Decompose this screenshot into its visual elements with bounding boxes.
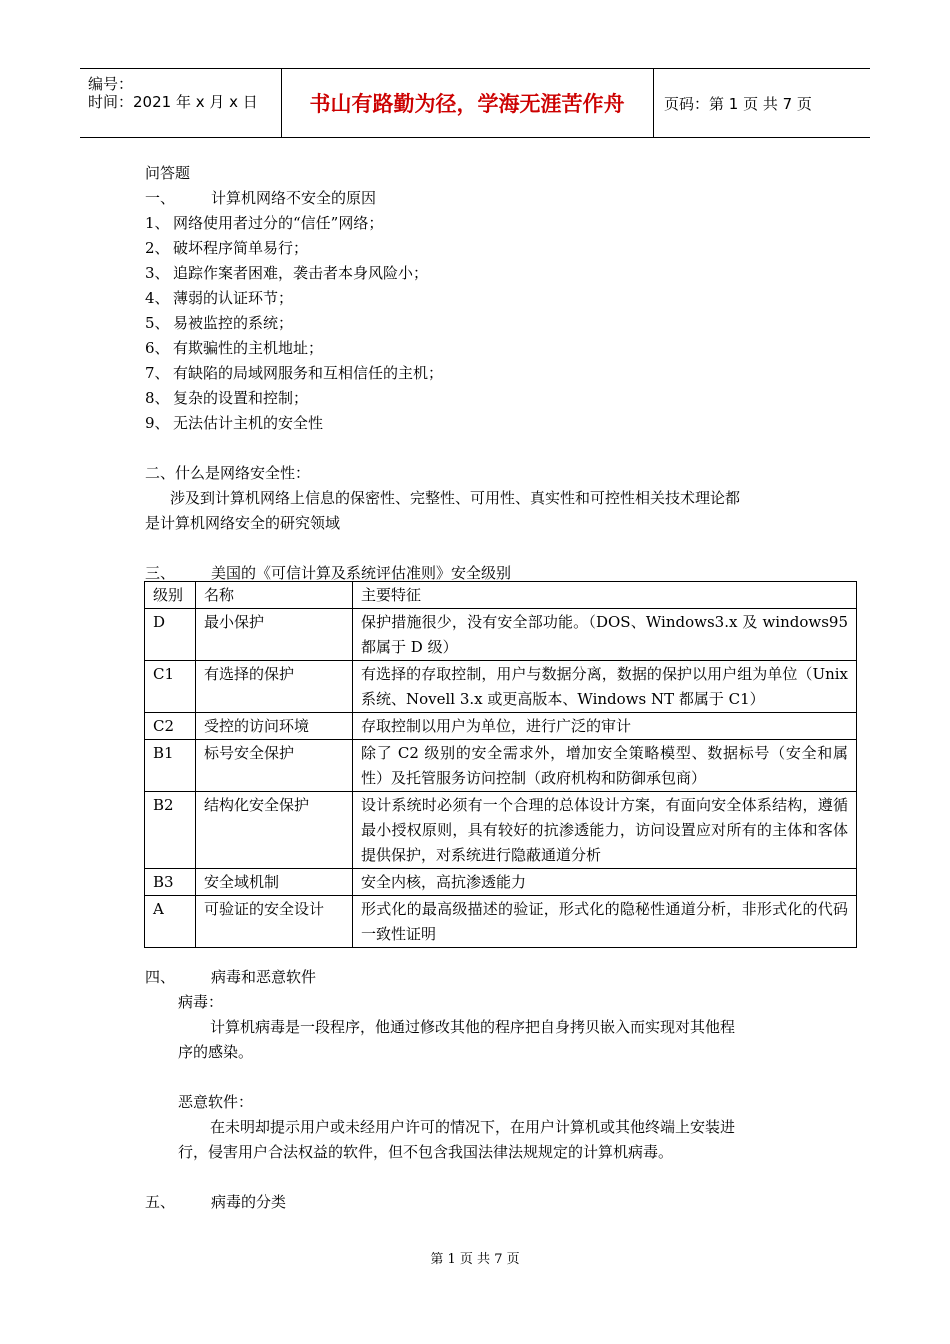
list-number: 5、 <box>145 314 170 332</box>
section-title: 计算机网络不安全的原因 <box>211 189 377 207</box>
cell-level: B2 <box>145 792 196 869</box>
list-item <box>145 362 443 383</box>
list-text: 追踪作案者困难，袭击者本身风险小； <box>173 264 429 282</box>
column-header-name: 名称 <box>196 582 353 609</box>
section-title: 病毒和恶意软件 <box>211 968 317 986</box>
list-number: 6、 <box>145 339 170 357</box>
section-1-heading <box>145 187 376 208</box>
list-number: 8、 <box>145 389 170 407</box>
section-number: 一、 <box>145 189 176 207</box>
cell-name: 受控的访问环境 <box>196 713 353 740</box>
list-item <box>145 262 428 283</box>
cell-name: 可验证的安全设计 <box>196 896 353 948</box>
malware-label: 恶意软件： <box>178 1093 254 1111</box>
section-title: 美国的《可信计算及系统评估准则》安全级别 <box>211 564 512 582</box>
section-4-heading <box>145 966 316 987</box>
virus-label: 病毒： <box>178 993 224 1011</box>
cell-level: B3 <box>145 869 196 896</box>
cell-feature: 除了 C2 级别的安全需求外，增加安全策略模型、数据标号（安全和属性）及托管服务访问控制（政府机构和防御承包商） <box>353 740 857 792</box>
section-2-body-line: 涉及到计算机网络上信息的保密性、完整性、可用性、真实性和可控性相关技术理论都 <box>170 489 741 507</box>
list-item <box>145 312 293 333</box>
table-row <box>145 740 857 792</box>
section-number: 五、 <box>145 1193 176 1211</box>
column-header-feature: 主要特征 <box>353 582 857 609</box>
cell-feature: 保护措施很少，没有安全部功能。（DOS、Windows3.x 及 windows95 都属于 D 级） <box>353 609 857 661</box>
list-number: 3、 <box>145 264 170 282</box>
section-3-heading <box>145 562 511 583</box>
table-header-row <box>145 582 857 609</box>
header-page-info: 页码：第 1 页 共 7 页 <box>664 94 812 113</box>
cell-feature: 安全内核，高抗渗透能力 <box>353 869 857 896</box>
cell-level: C1 <box>145 661 196 713</box>
page-header <box>80 68 870 138</box>
list-text: 复杂的设置和控制； <box>173 389 309 407</box>
list-number: 9、 <box>145 414 170 432</box>
cell-feature: 存取控制以用户为单位，进行广泛的审计 <box>353 713 857 740</box>
list-text: 薄弱的认证环节； <box>173 289 294 307</box>
section-5-heading <box>145 1191 286 1212</box>
header-date: 时间：2021 年 x 月 x 日 <box>88 93 258 111</box>
cell-level: B1 <box>145 740 196 792</box>
list-item <box>145 412 323 433</box>
malware-body-line: 行，侵害用户合法权益的软件，但不包含我国法律法规规定的计算机病毒。 <box>178 1143 674 1161</box>
header-number-label: 编号： <box>88 75 134 93</box>
list-item <box>145 237 308 258</box>
list-number: 4、 <box>145 289 170 307</box>
list-item <box>145 212 383 233</box>
page-footer: 第 1 页 共 7 页 <box>430 1252 520 1267</box>
malware-body-line: 在未明却提示用户或未经用户许可的情况下，在用户计算机或其他终端上安装进 <box>210 1118 736 1136</box>
list-number: 2、 <box>145 239 170 257</box>
cell-name: 有选择的保护 <box>196 661 353 713</box>
cell-name: 安全域机制 <box>196 869 353 896</box>
section-2-body-line: 是计算机网络安全的研究领域 <box>145 514 341 532</box>
table-row <box>145 869 857 896</box>
list-text: 破坏程序简单易行； <box>173 239 309 257</box>
table-row <box>145 713 857 740</box>
section-title: 病毒的分类 <box>211 1193 287 1211</box>
list-text: 有欺骗性的主机地址； <box>173 339 324 357</box>
security-level-table <box>144 581 857 948</box>
list-text: 无法估计主机的安全性 <box>173 414 324 432</box>
list-item <box>145 337 323 358</box>
cell-name: 结构化安全保护 <box>196 792 353 869</box>
table-row <box>145 609 857 661</box>
list-text: 有缺陷的局域网服务和互相信任的主机； <box>173 364 444 382</box>
section-number: 四、 <box>145 968 176 986</box>
list-item <box>145 387 308 408</box>
virus-body-line: 计算机病毒是一段程序，他通过修改其他的程序把自身拷贝嵌入而实现对其他程 <box>210 1018 736 1036</box>
cell-name: 标号安全保护 <box>196 740 353 792</box>
section-number: 三、 <box>145 564 176 582</box>
list-item <box>145 287 293 308</box>
table-row <box>145 896 857 948</box>
document-title: 问答题 <box>145 164 191 182</box>
column-header-level: 级别 <box>145 582 196 609</box>
cell-feature: 有选择的存取控制，用户与数据分离，数据的保护以用户组为单位（Unix 系统、Novell 3.x 或更高版本、Windows NT 都属于 C1） <box>353 661 857 713</box>
header-meta-cell <box>80 69 282 137</box>
cell-feature: 设计系统时必须有一个合理的总体设计方案，有面向安全体系结构，遵循最小授权原则，具有较好的抗渗透能力，访问设置应对所有的主体和客体提供保护，对系统进行隐蔽通道分析 <box>353 792 857 869</box>
table-row <box>145 661 857 713</box>
list-number: 7、 <box>145 364 170 382</box>
cell-level: D <box>145 609 196 661</box>
list-number: 1、 <box>145 214 170 232</box>
section-2-heading: 二、什么是网络安全性： <box>145 464 311 482</box>
cell-level: C2 <box>145 713 196 740</box>
cell-name: 最小保护 <box>196 609 353 661</box>
list-text: 易被监控的系统； <box>173 314 294 332</box>
list-text: 网络使用者过分的“信任”网络； <box>173 214 384 232</box>
header-motto: 书山有路勤为径，学海无涯苦作舟 <box>281 69 654 137</box>
cell-level: A <box>145 896 196 948</box>
table-row <box>145 792 857 869</box>
virus-body-line: 序的感染。 <box>178 1043 254 1061</box>
cell-feature: 形式化的最高级描述的验证，形式化的隐秘性通道分析，非形式化的代码一致性证明 <box>353 896 857 948</box>
